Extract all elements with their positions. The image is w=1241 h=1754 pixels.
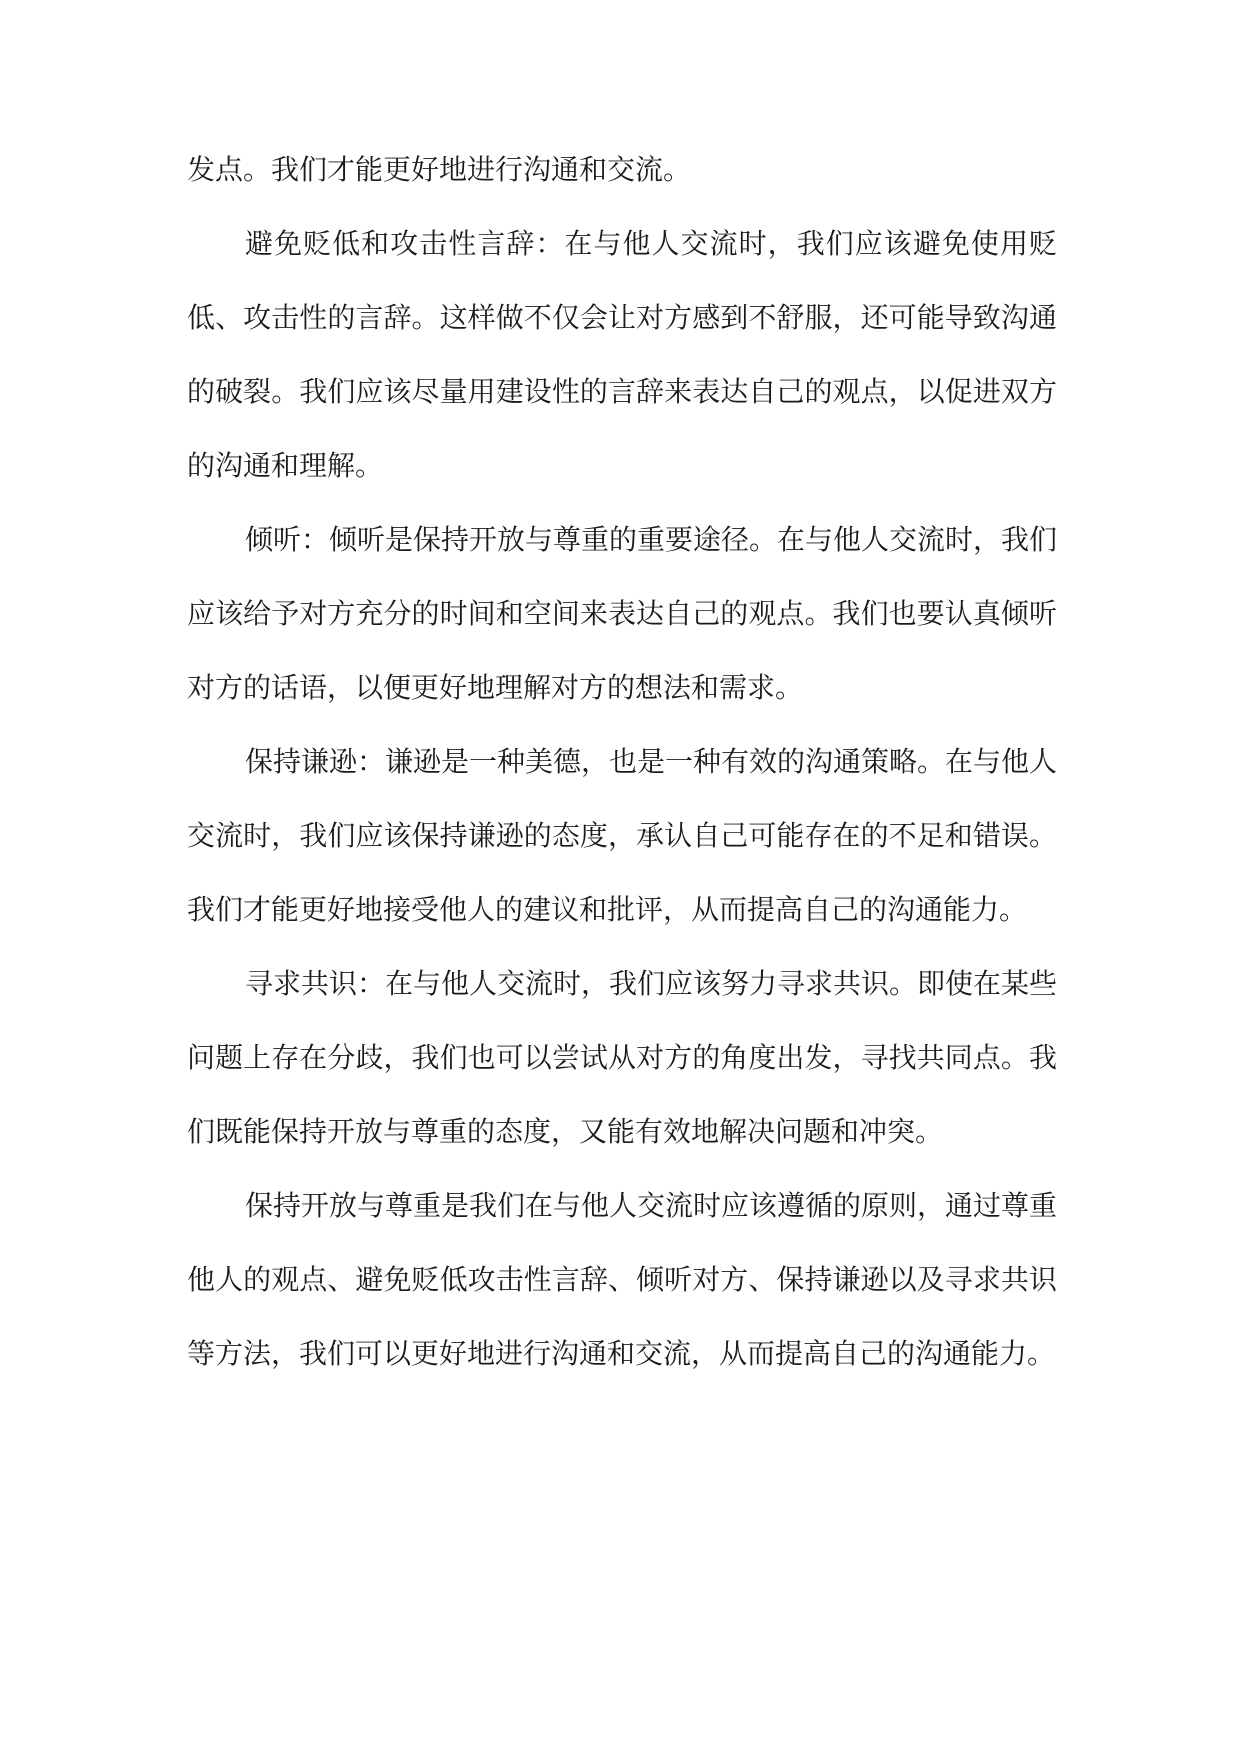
document-body bbox=[187, 133, 1057, 1391]
paragraph-stay-humble: 保持谦逊：谦逊是一种美德，也是一种有效的沟通策略。在与他人交流时，我们应该保持谦逊的态度，承认自己可能存在的不足和错误。我们才能更好地接受他人的建议和批评，从而提高自己的沟通能力。 bbox=[187, 745, 1058, 926]
paragraph-seek-consensus: 寻求共识：在与他人交流时，我们应该努力寻求共识。即使在某些问题上存在分歧，我们也可以尝试从对方的角度出发，寻找共同点。我们既能保持开放与尊重的态度，又能有效地解决问题和冲突。 bbox=[187, 967, 1058, 1148]
paragraph-continuation: 发点。我们才能更好地进行沟通和交流。 bbox=[187, 153, 692, 186]
paragraph-conclusion: 保持开放与尊重是我们在与他人交流时应该遵循的原则，通过尊重他人的观点、避免贬低攻击性言辞、倾听对方、保持谦逊以及寻求共识等方法，我们可以更好地进行沟通和交流，从而提高自己的沟通能力。 bbox=[187, 1189, 1058, 1370]
paragraph-avoid-derogatory-language: 避免贬低和攻击性言辞：在与他人交流时，我们应该避免使用贬低、攻击性的言辞。这样做不仅会让对方感到不舒服，还可能导致沟通的破裂。我们应该尽量用建设性的言辞来表达自己的观点，以促进双方的沟通和理解。 bbox=[187, 227, 1057, 482]
paragraph-listening: 倾听：倾听是保持开放与尊重的重要途径。在与他人交流时，我们应该给予对方充分的时间和空间来表达自己的观点。我们也要认真倾听对方的话语，以便更好地理解对方的想法和需求。 bbox=[187, 523, 1058, 704]
